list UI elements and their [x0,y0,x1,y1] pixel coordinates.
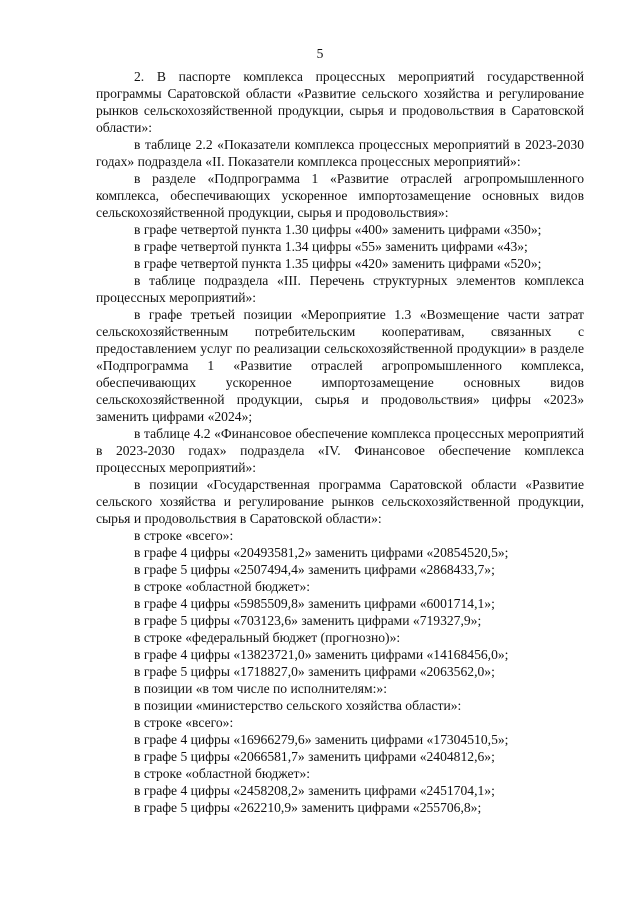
paragraph-col5-regional: в графе 5 цифры «703123,6» заменить цифрами «719327,9»; [134,613,482,628]
paragraph-col4-regional: в графе 4 цифры «5985509,8» заменить цифрами «6001714,1»; [134,596,495,611]
paragraph-measure-1-3: в графе третьей позиции «Мероприятие 1.3 «Возмещение части затрат сельскохозяйственным потребительским кооперативам, связанных с предоставлением услуг по реализации сельскохозяйственной продукции» в разделе «Подпрограмма 1 «Развитие отраслей агропромышленного комплекса, обеспечивающих ускоренное импортозамещение основных видов сельскохозяйственной продукции, сырья и продовольствия» цифры «2023» заменить цифрами «2024»; [96,307,584,424]
paragraph-item-1-34: в графе четвертой пункта 1.34 цифры «55» заменить цифрами «43»; [134,239,528,254]
paragraph-ministry-col5-total: в графе 5 цифры «2066581,7» заменить цифрами «2404812,6»; [134,749,495,764]
paragraph-row-federal: в строке «федеральный бюджет (прогнозно)»: [134,630,401,645]
paragraph-state-program: в позиции «Государственная программа Саратовской области «Развитие сельского хозяйства и регулирование рынков сельскохозяйственной продукции, сырья и продовольствия в Саратовской области»: [96,477,584,526]
paragraph-ministry-col4-regional: в графе 4 цифры «2458208,2» заменить цифрами «2451704,1»; [134,783,495,798]
paragraph-item-1-30: в графе четвертой пункта 1.30 цифры «400» заменить цифрами «350»; [134,222,542,237]
paragraph-col5-federal: в графе 5 цифры «1718827,0» заменить цифрами «2063562,0»; [134,664,495,679]
paragraph-ministry: в позиции «министерство сельского хозяйства области»: [134,698,462,713]
paragraph-col4-federal: в графе 4 цифры «13823721,0» заменить цифрами «14168456,0»; [134,647,509,662]
paragraph-table-4-2: в таблице 4.2 «Финансовое обеспечение комплекса процессных мероприятий в 2023-2030 годах» подраздела «IV. Финансовое обеспечение комплекса процессных мероприятий»: [96,426,584,475]
paragraph-ministry-col5-regional: в графе 5 цифры «262210,9» заменить цифрами «255706,8»; [134,800,482,815]
paragraph-col4-total: в графе 4 цифры «20493581,2» заменить цифрами «20854520,5»; [134,545,509,560]
paragraph-ministry-col4-total: в графе 4 цифры «16966279,6» заменить цифрами «17304510,5»; [134,732,509,747]
paragraph-row-regional: в строке «областной бюджет»: [134,579,311,594]
paragraph-ministry-row-regional: в строке «областной бюджет»: [134,766,311,781]
paragraph-passport-intro: 2. В паспорте комплекса процессных мероприятий государственной программы Саратовской области «Развитие сельского хозяйства и регулирование рынков сельскохозяйственной продукции, сырья и продовольствия в Саратовской области»: [96,69,584,135]
paragraph-table-2-2: в таблице 2.2 «Показатели комплекса процессных мероприятий в 2023-2030 годах» подраздела «II. Показатели комплекса процессных мероприятий»: [96,137,584,169]
paragraph-col5-total: в графе 5 цифры «2507494,4» заменить цифрами «2868433,7»; [134,562,495,577]
page-number: 5 [316,46,324,61]
paragraph-ministry-row-total: в строке «всего»: [134,715,234,730]
paragraph-subprogram-1: в разделе «Подпрограмма 1 «Развитие отраслей агропромышленного комплекса, обеспечивающих ускоренное импортозамещение основных видов сельскохозяйственной продукции, сырья и продовольствия»: [96,171,584,220]
paragraph-row-total: в строке «всего»: [134,528,234,543]
paragraph-item-1-35: в графе четвертой пункта 1.35 цифры «420» заменить цифрами «520»; [134,256,542,271]
paragraph-by-executors: в позиции «в том числе по исполнителям:»: [134,681,387,696]
paragraph-section-iii: в таблице подраздела «III. Перечень структурных элементов комплекса процессных мероприятий»: [96,273,584,305]
document-body [96,68,584,816]
